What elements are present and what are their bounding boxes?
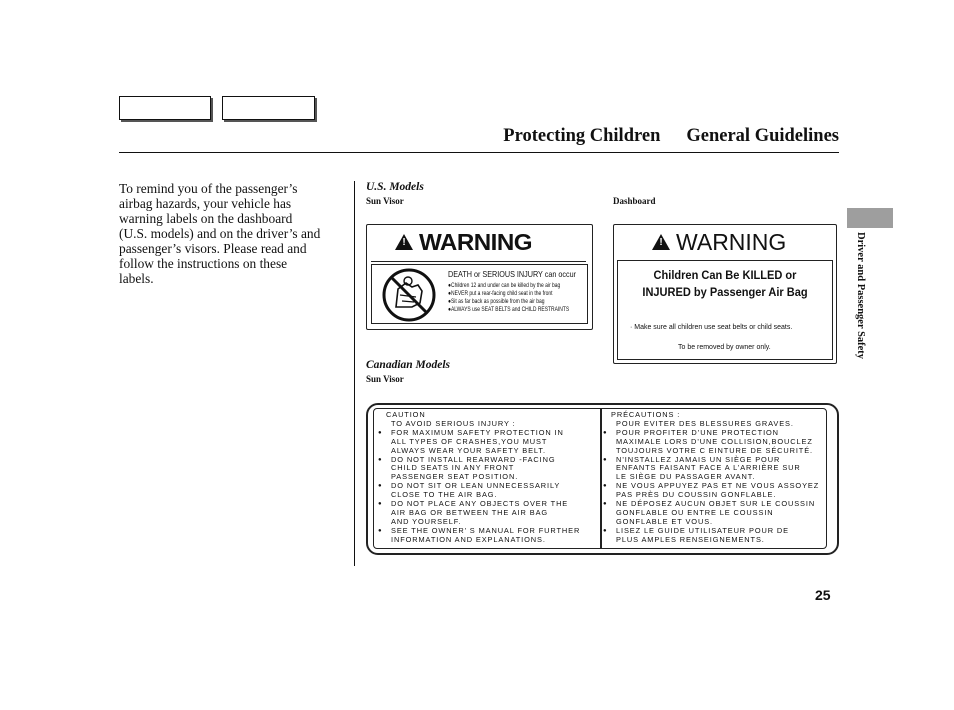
caution-line: ● FOR MAXIMUM SAFETY PROTECTION IN — [378, 429, 598, 438]
page-title — [503, 126, 839, 147]
caution-line: GONFLABLE ET VOUS. — [616, 516, 713, 526]
dashboard-bullet: · Make sure all children use seat belts or child seats. — [630, 322, 793, 331]
warning-heading: WARNING — [419, 228, 533, 255]
nav-tab-box-1[interactable] — [119, 96, 211, 120]
warning-triangle-icon: ! — [395, 234, 413, 250]
caution-line: ● DO NOT INSTALL REARWARD -FACING — [378, 456, 598, 465]
canadian-visor-caution-label — [366, 403, 839, 555]
caution-line: ALWAYS WEAR YOUR SAFETY BELT. — [391, 445, 546, 455]
warning-heading-row — [367, 225, 592, 259]
section-title: Protecting Children — [503, 126, 661, 146]
us-sun-visor-caption: Sun Visor — [366, 196, 404, 206]
no-rear-facing-child-seat-icon — [376, 267, 442, 323]
caution-line: TOUJOURS VOTRE C EINTURE DE SÉCURITÉ. — [616, 445, 814, 455]
warning-heading: WARNING — [676, 228, 787, 255]
caution-line: PLUS AMPLES RENSEIGNEMENTS. — [616, 534, 765, 544]
caution-line: ● SEE THE OWNER’ S MANUAL FOR FURTHER — [378, 527, 598, 536]
us-dashboard-caption: Dashboard — [613, 196, 656, 206]
caution-line: ● POUR PROFITER D’UNE PROTECTION — [603, 429, 823, 438]
caution-line: PAS PRÈS DU COUSSIN GONFLABLE. — [616, 490, 777, 500]
warning-heading-row — [614, 225, 836, 259]
caution-line: CHILD SEATS IN ANY FRONT — [391, 463, 515, 473]
visor-bullet: ●NEVER put a rear-facing child seat in the front — [448, 290, 553, 297]
dashboard-label-body — [617, 260, 833, 360]
visor-bullet: ●Children 12 and under can be killed by the air bag — [448, 282, 561, 289]
visor-label-body — [371, 261, 586, 324]
subsection-title: General Guidelines — [686, 126, 839, 146]
caution-french-column — [603, 411, 823, 545]
visor-bullet: ●ALWAYS use SEAT BELTS and CHILD RESTRAINTS — [448, 306, 570, 313]
caution-line: AND YOURSELF. — [391, 516, 462, 526]
caution-line: ● LISEZ LE GUIDE UTILISATEUR POUR DE — [603, 527, 823, 536]
caution-line: ● DO NOT SIT OR LEAN UNNECESSARILY — [378, 482, 598, 491]
nav-tab-box-2[interactable] — [222, 96, 315, 120]
dashboard-warning-text: Children Can Be KILLED or INJURED by Passenger Air Bag — [642, 268, 808, 299]
death-warning-line: DEATH or SERIOUS INJURY can occur — [448, 269, 577, 279]
caution-line: MAXIMALE LORS D’UNE COLLISION,BOUCLEZ — [616, 436, 813, 446]
caution-line: POUR EVITER DES BLESSURES GRAVES. — [616, 418, 794, 428]
page-number: 25 — [815, 587, 831, 603]
caution-line: ● NE VOUS APPUYEZ PAS ET NE VOUS ASSOYEZ — [603, 482, 823, 491]
caution-english-column — [378, 411, 598, 545]
caution-line: ● NE DÉPOSEZ AUCUN OBJET SUR LE COUSSIN — [603, 500, 823, 509]
warning-triangle-icon: ! — [652, 234, 670, 250]
caution-line: INFORMATION AND EXPLANATIONS. — [391, 534, 546, 544]
intro-paragraph: To remind you of the passenger’s airbag hazards, your vehicle has warning labels on the dashboard (U.S. models) and on the driver’s and passenger’s visors. Please read and follow the instructions on these labels. — [119, 181, 321, 286]
caution-line: ALL TYPES OF CRASHES,YOU MUST — [391, 436, 548, 446]
caution-line: AIR BAG OR BETWEEN THE AIR BAG — [391, 507, 549, 517]
caution-line: PRÉCAUTIONS : — [611, 410, 681, 419]
removal-note: To be removed by owner only. — [678, 342, 771, 351]
label-divider — [600, 409, 602, 548]
caution-line: ENFANTS FAISANT FACE A L’ARRIÈRE SUR — [616, 463, 801, 473]
caution-line: CLOSE TO THE AIR BAG. — [391, 490, 498, 500]
dashboard-warning-label — [613, 224, 837, 364]
page-header — [119, 124, 839, 153]
section-side-label: Driver and Passenger Safety — [855, 232, 866, 360]
caution-line: LE SIÈGE DU PASSAGER AVANT. — [616, 472, 756, 482]
visor-bullet: ●Sit as far back as possible from the air bag — [448, 298, 545, 305]
caution-line: ● N’INSTALLEZ JAMAIS UN SIÈGE POUR — [603, 456, 823, 465]
caution-line: GONFLABLE OU ENTRE LE COUSSIN — [616, 507, 774, 517]
caution-line: ● DO NOT PLACE ANY OBJECTS OVER THE — [378, 500, 598, 509]
caution-line: CAUTION — [386, 410, 426, 419]
canadian-models-heading: Canadian Models — [366, 359, 451, 371]
canadian-sun-visor-caption: Sun Visor — [366, 374, 404, 384]
caution-line: PASSENGER SEAT POSITION. — [391, 472, 519, 482]
column-divider — [354, 181, 355, 566]
us-visor-warning-label — [366, 224, 593, 330]
us-models-heading: U.S. Models — [366, 181, 424, 193]
caution-line: TO AVOID SERIOUS INJURY : — [391, 418, 516, 428]
section-side-tab[interactable] — [847, 208, 893, 228]
